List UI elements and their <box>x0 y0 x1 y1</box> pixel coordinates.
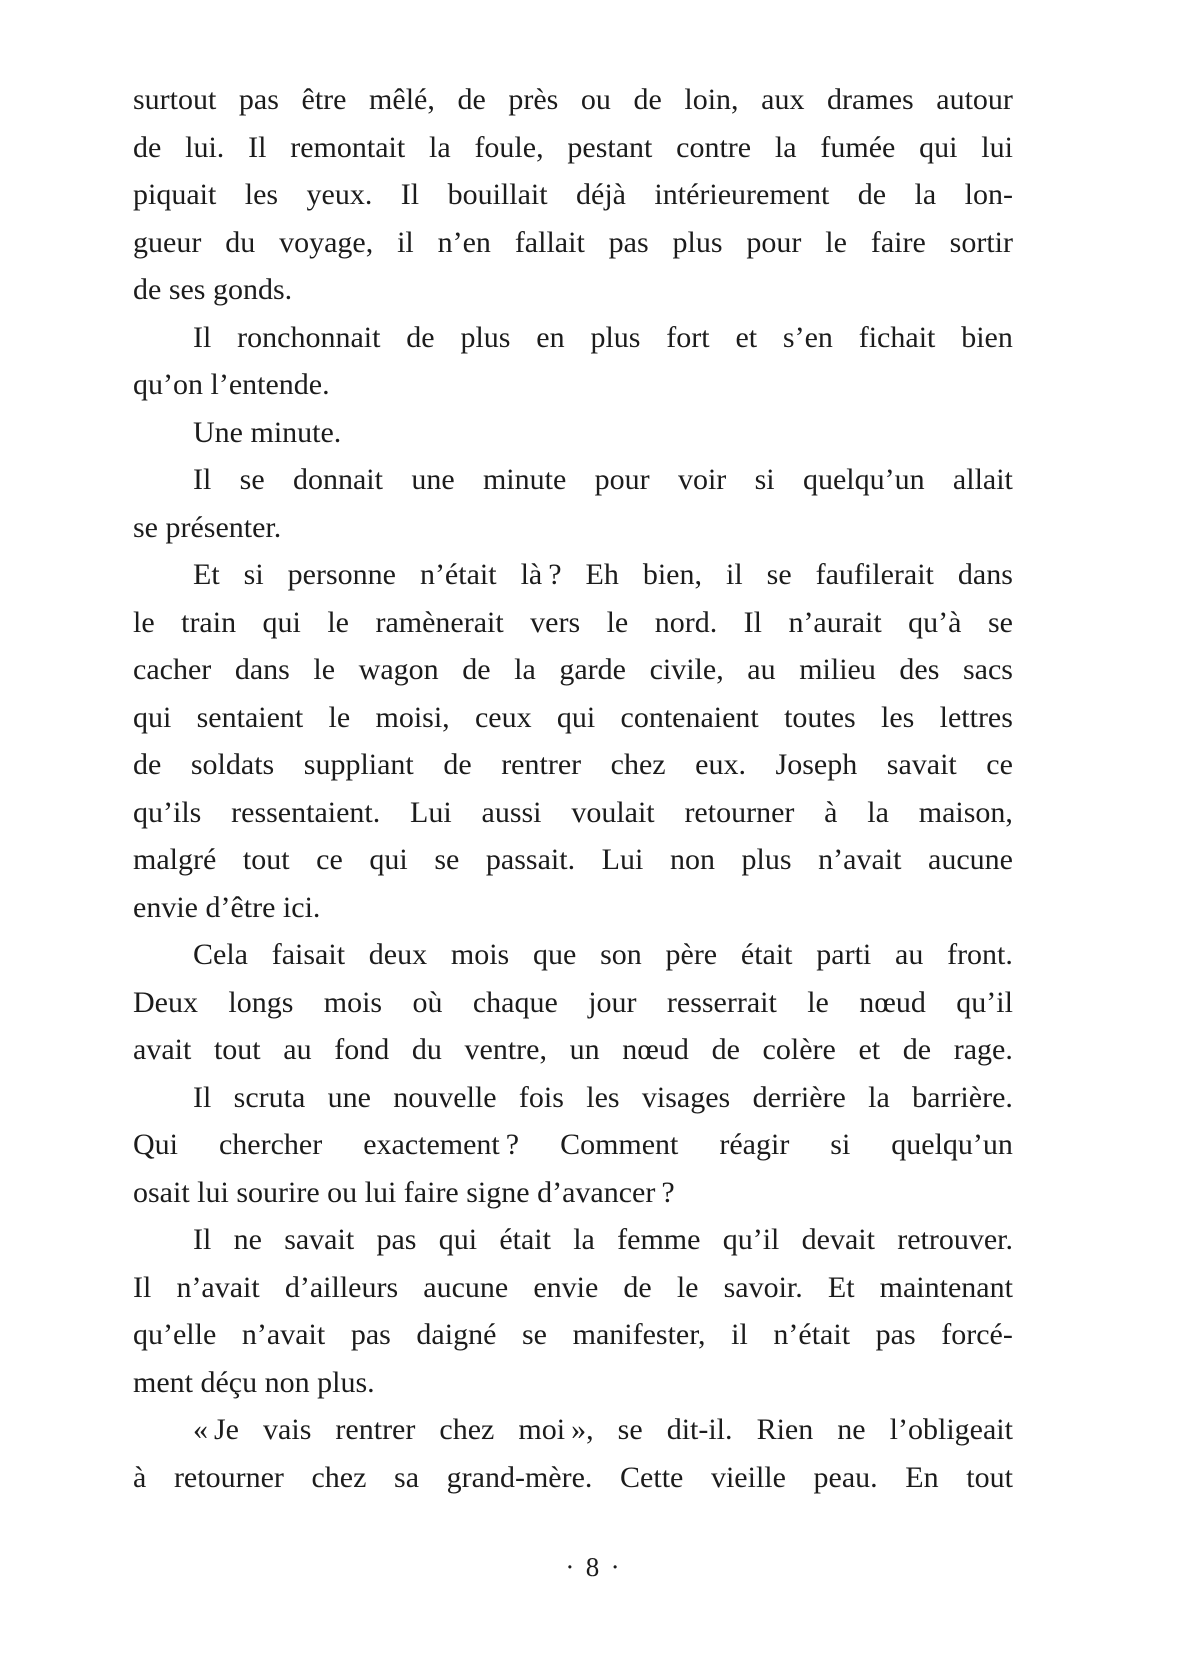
text-block <box>133 76 1013 1501</box>
paragraph <box>133 1074 1013 1217</box>
text-line: Et si personne n’était là ? Eh bien, il se faufilerait dans <box>193 558 1013 591</box>
text-line: surtout pas être mêlé, de près ou de loin, aux drames autour <box>133 83 1013 116</box>
text-line: gueur du voyage, il n’en fallait pas plus pour le faire sortir <box>133 225 1013 259</box>
text-line: osait lui sourire ou lui faire signe d’avancer ? <box>133 1175 675 1209</box>
text-line: de ses gonds. <box>133 273 293 306</box>
text-line: Il ronchonnait de plus en plus fort et s’en fichait bien <box>193 320 1013 354</box>
paragraph <box>133 551 1013 931</box>
text-line: Deux longs mois où chaque jour resserrait le nœud qu’il <box>133 985 1013 1019</box>
text-line: qui sentaient le moisi, ceux qui contenaient toutes les lettres <box>133 700 1013 734</box>
paragraph <box>133 1406 1013 1501</box>
text-line: avait tout au fond du ventre, un nœud de colère et de rage. <box>133 1033 1013 1066</box>
paragraph <box>133 76 1013 314</box>
text-line: qu’elle n’avait pas daigné se manifester, il n’était pas forcé- <box>133 1318 1013 1351</box>
text-line: qu’on l’entende. <box>133 368 330 401</box>
text-line: piquait les yeux. Il bouillait déjà intérieurement de la lon- <box>133 178 1013 211</box>
text-line: à retourner chez sa grand-mère. Cette vieille peau. En tout <box>133 1460 1013 1494</box>
text-line: se présenter. <box>133 510 282 544</box>
text-line: malgré tout ce qui se passait. Lui non plus n’avait aucune <box>133 843 1013 876</box>
paragraph <box>133 456 1013 551</box>
text-line: Il se donnait une minute pour voir si quelqu’un allait <box>193 463 1013 496</box>
text-line: ment déçu non plus. <box>133 1365 375 1399</box>
paragraph <box>133 931 1013 1074</box>
text-line: Il scruta une nouvelle fois les visages derrière la barrière. <box>193 1080 1013 1114</box>
text-line: Cela faisait deux mois que son père était parti au front. <box>193 938 1013 971</box>
text-line: cacher dans le wagon de la garde civile, au milieu des sacs <box>133 653 1013 686</box>
paragraph <box>133 314 1013 409</box>
text-line: qu’ils ressentaient. Lui aussi voulait retourner à la maison, <box>133 795 1013 829</box>
paragraph <box>133 1216 1013 1406</box>
text-line: de lui. Il remontait la foule, pestant contre la fumée qui lui <box>133 130 1013 164</box>
page-number: · 8 · <box>565 1552 623 1582</box>
text-line: de soldats suppliant de rentrer chez eux. Joseph savait ce <box>133 748 1013 781</box>
text-line: envie d’être ici. <box>133 890 321 924</box>
text-line: Il ne savait pas qui était la femme qu’il devait retrouver. <box>193 1223 1013 1256</box>
text-line: Il n’avait d’ailleurs aucune envie de le savoir. Et maintenant <box>133 1270 1013 1304</box>
text-line: « Je vais rentrer chez moi », se dit-il. Rien ne l’obligeait <box>193 1413 1013 1446</box>
text-line: Une minute. <box>193 415 342 449</box>
paragraph <box>133 409 1013 457</box>
text-line: Qui chercher exactement ? Comment réagir si quelqu’un <box>133 1128 1013 1161</box>
text-line: le train qui le ramènerait vers le nord. Il n’aurait qu’à se <box>133 605 1013 639</box>
